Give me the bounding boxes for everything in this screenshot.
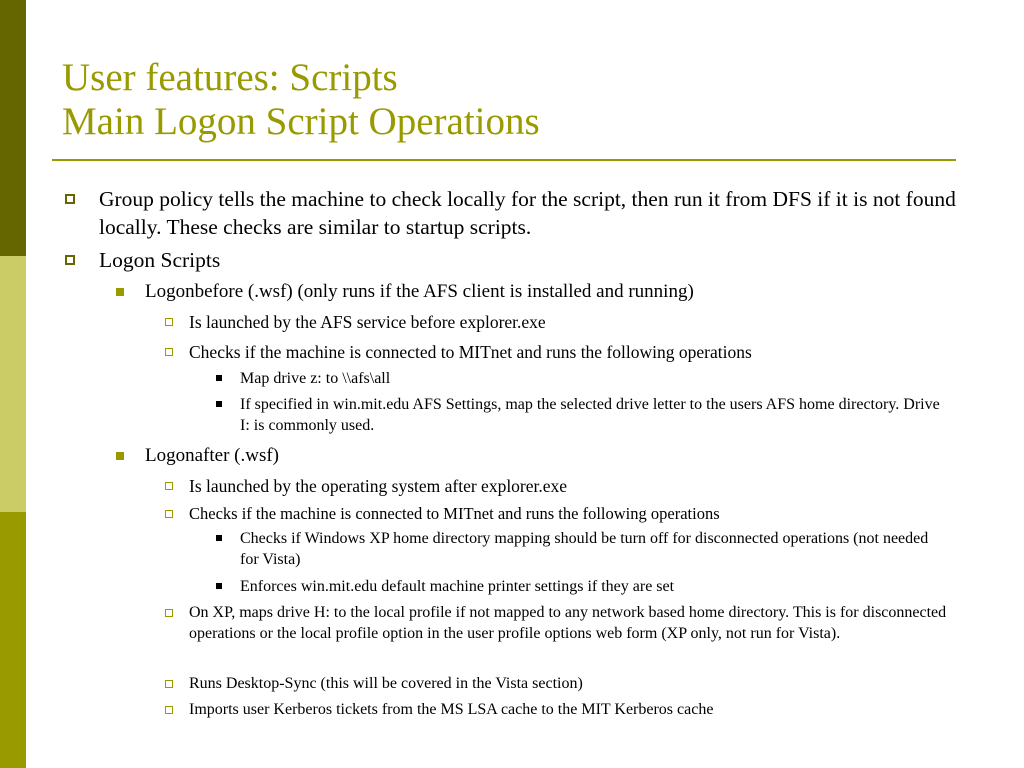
small-square-bullet-icon (216, 401, 222, 407)
bullet-logon-scripts: Logon Scripts (99, 248, 221, 272)
outlined-square-bullet-icon (165, 609, 173, 617)
slide-title-line-2: Main Logon Script Operations (62, 99, 540, 143)
outlined-square-bullet-icon (165, 706, 173, 714)
bullet-lb-checks: Checks if the machine is connected to MITnet and runs the following operations (189, 342, 752, 362)
bullet-lb-launched: Is launched by the AFS service before explorer.exe (189, 312, 546, 332)
bullet-lb-map-z: Map drive z: to \\afs\all (240, 370, 391, 387)
outlined-square-bullet-icon (165, 510, 173, 518)
outlined-square-bullet-icon (165, 348, 173, 356)
small-square-bullet-icon (216, 535, 222, 541)
bullet-group-policy: Group policy tells the machine to check locally for the script, then run it from DFS if it is not found locally. These checks are similar to startup scripts. (99, 187, 956, 239)
outlined-square-bullet-icon (165, 482, 173, 490)
bullet-lb-specified: If specified in win.mit.edu AFS Settings, map the selected drive letter to the users AFS home directory. Drive I: is commonly used. (240, 396, 940, 434)
hollow-square-bullet-icon (65, 255, 75, 265)
outlined-square-bullet-icon (165, 680, 173, 688)
bullet-logonbefore: Logonbefore (.wsf) (only runs if the AFS client is installed and running) (145, 281, 694, 302)
bullet-la-desktop-sync: Runs Desktop-Sync (this will be covered in the Vista section) (189, 675, 583, 692)
slide-title-line-1: User features: Scripts (62, 56, 398, 99)
small-square-bullet-icon (216, 583, 222, 589)
outlined-square-bullet-icon (165, 318, 173, 326)
bullet-la-winxp: Checks if Windows XP home directory mapping should be turn off for disconnected operations (not needed for Vista) (240, 530, 929, 568)
bullet-la-printer: Enforces win.mit.edu default machine printer settings if they are set (240, 578, 675, 595)
bullet-la-checks: Checks if the machine is connected to MITnet and runs the following operations (189, 504, 720, 523)
bullet-la-xp-maps: On XP, maps drive H: to the local profile if not mapped to any network based home directory. This is for disconnected operations or the local profile option in the user profile options web form (XP only, not run for Vista). (189, 604, 947, 642)
square-bullet-icon (116, 288, 124, 296)
square-bullet-icon (116, 452, 124, 460)
bullet-la-launched: Is launched by the operating system after explorer.exe (189, 476, 568, 496)
small-square-bullet-icon (216, 375, 222, 381)
hollow-square-bullet-icon (65, 194, 75, 204)
bullet-logonafter: Logonafter (.wsf) (145, 445, 280, 466)
bullet-la-kerberos: Imports user Kerberos tickets from the MS LSA cache to the MIT Kerberos cache (189, 701, 714, 718)
